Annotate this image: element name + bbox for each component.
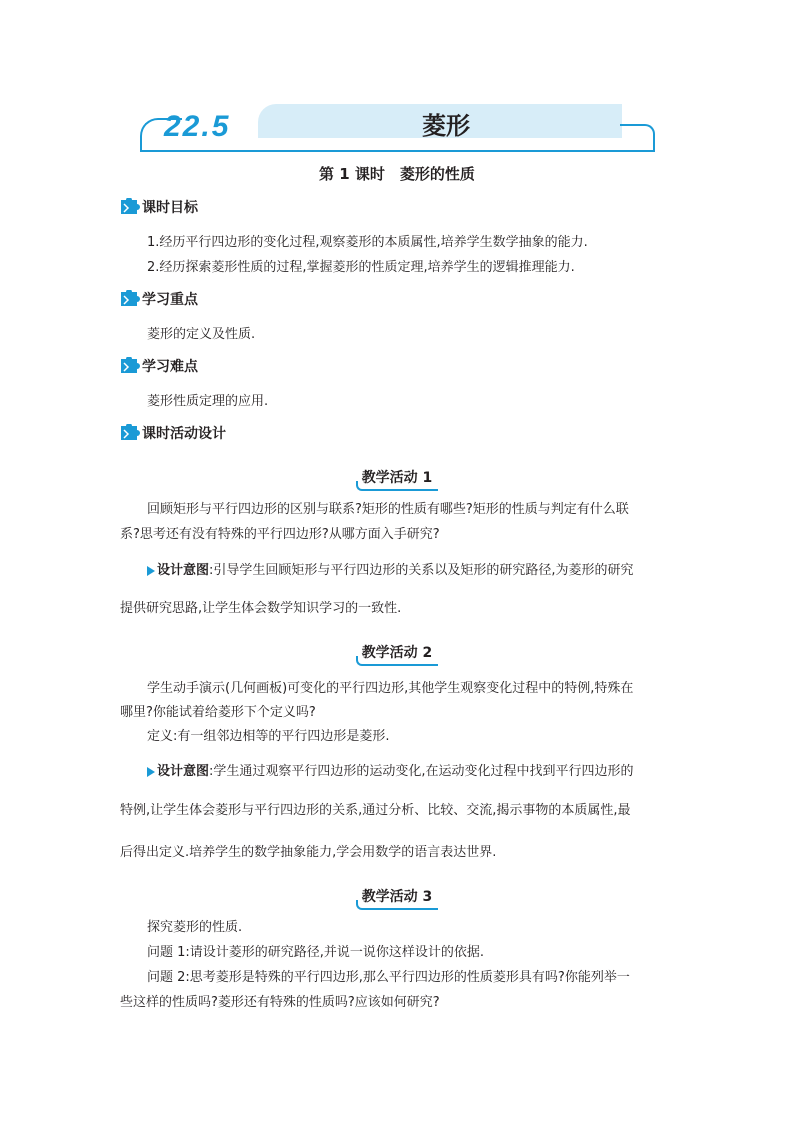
section-heading-difficulty — [120, 356, 198, 376]
activity-title-text: 教学活动 1 — [361, 470, 433, 486]
section-number: 22.5 — [164, 110, 231, 143]
title-underline — [356, 481, 439, 491]
activity-2-intent-line-1 — [120, 760, 680, 779]
section-heading-design — [120, 423, 226, 443]
goal-item-1: 1.经历平行四边形的变化过程,观察菱形的本质属性,培养学生数学抽象的能力. — [147, 235, 588, 250]
puzzle-icon — [120, 424, 140, 442]
activity-2-line-3: 定义:有一组邻边相等的平行四边形是菱形. — [147, 729, 390, 744]
section-heading-goals — [120, 197, 198, 217]
header-frame-right — [620, 124, 655, 152]
puzzle-icon — [120, 357, 140, 375]
focus-text: 菱形的定义及性质. — [147, 327, 256, 342]
activity-3-line-4: 些这样的性质吗?菱形还有特殊的性质吗?应该如何研究? — [120, 995, 440, 1010]
goal-item-2: 2.经历探索菱形性质的过程,掌握菱形的性质定理,培养学生的逻辑推理能力. — [147, 260, 575, 275]
activity-1-line-2: 系?思考还有没有特殊的平行四边形?从哪方面入手研究? — [120, 527, 440, 542]
header-rule — [140, 150, 653, 152]
activity-title-text: 教学活动 2 — [361, 645, 433, 661]
activity-3-line-3: 问题 2:思考菱形是特殊的平行四边形,那么平行四边形的性质菱形具有吗?你能列举一 — [147, 970, 630, 985]
activity-1-intent-line-1 — [120, 559, 680, 578]
activity-2-intent-line-2: 特例,让学生体会菱形与平行四边形的关系,通过分析、比较、交流,揭示事物的本质属性,最 — [120, 803, 631, 818]
activity-3-title — [0, 886, 794, 910]
intent-label: 设计意图 — [157, 764, 210, 779]
section-label: 学习难点 — [142, 359, 198, 375]
section-label: 学习重点 — [142, 292, 198, 308]
triangle-bullet-icon — [147, 566, 155, 576]
difficulty-text: 菱形性质定理的应用. — [147, 394, 269, 409]
intent-text: :引导学生回顾矩形与平行四边形的关系以及矩形的研究路径,为菱形的研究 — [209, 563, 634, 578]
activity-2-line-1: 学生动手演示(几何画板)可变化的平行四边形,其他学生观察变化过程中的特例,特殊在 — [147, 681, 634, 696]
title-underline — [356, 656, 439, 666]
section-title: 菱形 — [422, 111, 470, 140]
section-label: 课时活动设计 — [142, 426, 226, 442]
section-label: 课时目标 — [142, 200, 198, 216]
section-heading-focus — [120, 289, 198, 309]
intent-label: 设计意图 — [157, 563, 210, 578]
activity-2-intent-line-3: 后得出定义.培养学生的数学抽象能力,学会用数学的语言表达世界. — [120, 845, 497, 860]
activity-3-line-1: 探究菱形的性质. — [147, 920, 243, 935]
activity-1-intent-line-2: 提供研究思路,让学生体会数学知识学习的一致性. — [120, 601, 402, 616]
activity-1-line-1: 回顾矩形与平行四边形的区别与联系?矩形的性质有哪些?矩形的性质与判定有什么联 — [147, 502, 629, 517]
puzzle-icon — [120, 290, 140, 308]
activity-2-line-2: 哪里?你能试着给菱形下个定义吗? — [120, 705, 316, 720]
lesson-subtitle: 第 1 课时 菱形的性质 — [319, 165, 475, 183]
activity-1-title — [0, 467, 794, 491]
activity-title-text: 教学活动 3 — [361, 889, 433, 905]
activity-3-line-2: 问题 1:请设计菱形的研究路径,并说一说你这样设计的依据. — [147, 945, 485, 960]
activity-2-title — [0, 642, 794, 666]
triangle-bullet-icon — [147, 767, 155, 777]
title-underline — [356, 900, 439, 910]
puzzle-icon — [120, 198, 140, 216]
intent-text: :学生通过观察平行四边形的运动变化,在运动变化过程中找到平行四边形的 — [209, 764, 634, 779]
